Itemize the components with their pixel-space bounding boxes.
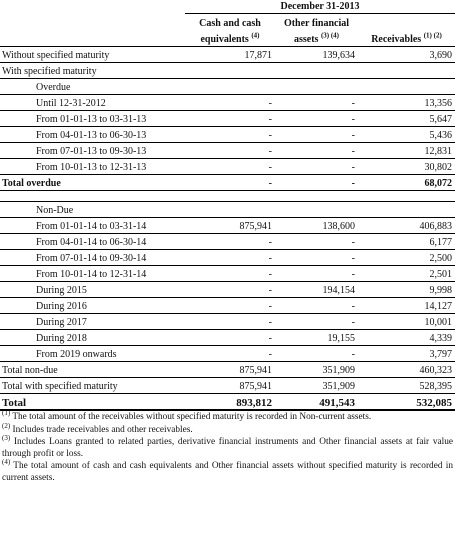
other-financial-value: 351,909	[322, 381, 355, 392]
col2-header-line2: assets	[293, 34, 319, 45]
other-financial-value: -	[275, 266, 358, 282]
cash-value: -	[185, 111, 275, 127]
col1-header-line1: Cash and cash	[199, 18, 261, 29]
receivables-value: 30,802	[358, 159, 455, 175]
col1-header	[185, 30, 275, 47]
row-label: During 2017	[0, 314, 185, 330]
receivables-value: 406,883	[358, 218, 455, 234]
other-financial-value: -	[275, 159, 358, 175]
other-financial-value: -	[275, 143, 358, 159]
table-row	[0, 330, 455, 346]
row-label: Until 12-31-2012	[0, 95, 185, 111]
cash-value: -	[185, 314, 275, 330]
cash-value: -	[185, 234, 275, 250]
other-financial-value: -	[275, 250, 358, 266]
row-label: From 07-01-14 to 09-30-14	[0, 250, 185, 266]
other-financial-value: -	[275, 314, 358, 330]
row-label: Overdue	[0, 79, 185, 95]
table-row	[0, 143, 455, 159]
row-label: From 07-01-13 to 09-30-13	[0, 143, 185, 159]
other-financial-value: -	[275, 175, 358, 191]
receivables-value: 5,647	[358, 111, 455, 127]
col2-header	[275, 30, 358, 47]
cash-value: -	[185, 266, 275, 282]
footnote-3	[2, 433, 453, 460]
table-row	[0, 298, 455, 314]
receivables-value: 9,998	[358, 282, 455, 298]
header-period-row	[0, 0, 455, 14]
col1-header-line2: equivalents	[200, 34, 249, 45]
total-overdue-row	[0, 175, 455, 191]
receivables-value: 14,127	[358, 298, 455, 314]
row-label: Total	[0, 394, 185, 411]
cash-value: -	[185, 95, 275, 111]
row-label: Non-Due	[0, 202, 185, 218]
other-financial-value: -	[275, 111, 358, 127]
other-financial-value: -	[275, 346, 358, 362]
cash-value: -	[185, 175, 275, 191]
row-label: With specified maturity	[0, 63, 185, 79]
row-label: During 2018	[0, 330, 185, 346]
row-label: Without specified maturity	[0, 47, 185, 63]
row-label: From 01-01-13 to 03-31-13	[0, 111, 185, 127]
row-label: From 01-01-14 to 03-31-14	[0, 218, 185, 234]
cash-value: -	[185, 346, 275, 362]
footnote-2	[2, 421, 453, 437]
header-row-1	[0, 14, 455, 31]
header-row-2	[0, 30, 455, 47]
footnote-text: Includes trade receivables and other receivables.	[10, 424, 193, 435]
col3-header	[358, 30, 455, 47]
table-row	[0, 346, 455, 362]
table-row	[0, 234, 455, 250]
footnote-marker: (2)	[2, 421, 11, 430]
other-financial-value: 491,543	[275, 394, 358, 411]
other-financial-value: 138,600	[275, 218, 358, 234]
receivables-value: 12,831	[358, 143, 455, 159]
cash-value: -	[185, 250, 275, 266]
table-row	[0, 282, 455, 298]
table-row	[0, 63, 455, 79]
footnotes	[0, 408, 455, 484]
period-header: December 31-2013	[185, 0, 455, 14]
receivables-value: 532,085	[358, 394, 455, 411]
spacer-row	[0, 191, 455, 202]
row-label: From 2019 onwards	[0, 346, 185, 362]
footnote-marker: (1)	[2, 408, 11, 417]
receivables-value: 5,436	[358, 127, 455, 143]
row-label: Total with specified maturity	[2, 381, 118, 392]
table-row	[0, 202, 455, 218]
cash-value: -	[185, 330, 275, 346]
receivables-value: 4,339	[358, 330, 455, 346]
other-financial-value: -	[275, 95, 358, 111]
receivables-value: 2,500	[358, 250, 455, 266]
table-row	[0, 47, 455, 63]
cash-value: 17,871	[185, 47, 275, 63]
receivables-value: 68,072	[358, 175, 455, 191]
other-financial-value: 194,154	[275, 282, 358, 298]
receivables-value: 13,356	[358, 95, 455, 111]
other-financial-value: 19,155	[275, 330, 358, 346]
footnote-text: Includes Loans granted to related parties, derivative financial instruments and Other financial assets at fair value through profit or loss.	[2, 437, 453, 459]
cash-value: 893,812	[185, 394, 275, 411]
other-financial-value: 351,909	[275, 362, 358, 378]
row-label: From 10-01-14 to 12-31-14	[0, 266, 185, 282]
cash-value: -	[185, 159, 275, 175]
other-financial-value: -	[275, 234, 358, 250]
cash-value: -	[185, 143, 275, 159]
table-row	[0, 218, 455, 234]
total-non-due-row	[0, 362, 455, 378]
receivables-value: 6,177	[358, 234, 455, 250]
receivables-value: 3,797	[358, 346, 455, 362]
row-label: From 10-01-13 to 12-31-13	[0, 159, 185, 175]
table-row	[0, 250, 455, 266]
footnote-marker: (4)	[2, 457, 11, 466]
total-specified-maturity-row	[0, 378, 455, 394]
other-financial-value: -	[275, 127, 358, 143]
table-row	[0, 127, 455, 143]
row-label: From 04-01-13 to 06-30-13	[0, 127, 185, 143]
footnote-text: The total amount of the receivables without specified maturity is recorded in Non-current assets.	[10, 412, 372, 422]
cash-value: 875,941	[239, 381, 272, 392]
row-label: During 2015	[0, 282, 185, 298]
other-financial-value: -	[275, 298, 358, 314]
col1-footnote-ref: (4)	[251, 31, 260, 40]
col2-header-line1: Other financial	[283, 18, 350, 29]
footnote-1	[2, 408, 453, 424]
other-financial-value: 139,634	[275, 47, 358, 63]
table-row	[0, 266, 455, 282]
table-row	[0, 159, 455, 175]
footnote-4	[2, 457, 453, 484]
receivables-value: 2,501	[358, 266, 455, 282]
receivables-value: 3,690	[358, 47, 455, 63]
cash-value: -	[185, 282, 275, 298]
footnote-text: The total amount of cash and cash equivalents and Other financial assets without specified maturity is recorded in current assets.	[2, 461, 453, 483]
receivables-value: 460,323	[358, 362, 455, 378]
row-label: Total overdue	[0, 175, 185, 191]
table-row	[0, 79, 455, 95]
cash-value: 875,941	[185, 362, 275, 378]
grand-total-row	[0, 394, 455, 411]
col3-footnote-ref: (1) (2)	[423, 31, 442, 40]
table-row	[0, 314, 455, 330]
cash-value: -	[185, 127, 275, 143]
cash-value: -	[185, 298, 275, 314]
table-row	[0, 111, 455, 127]
col2-footnote-ref: (3) (4)	[320, 31, 340, 40]
row-label: From 04-01-14 to 06-30-14	[0, 234, 185, 250]
cash-value: 875,941	[185, 218, 275, 234]
table-row	[0, 95, 455, 111]
row-label: Total non-due	[0, 362, 185, 378]
receivables-value: 10,001	[358, 314, 455, 330]
col3-header-line2: Receivables	[371, 34, 422, 45]
row-label: During 2016	[0, 298, 185, 314]
footnote-marker: (3)	[2, 433, 11, 442]
receivables-value: 528,395	[419, 381, 452, 392]
